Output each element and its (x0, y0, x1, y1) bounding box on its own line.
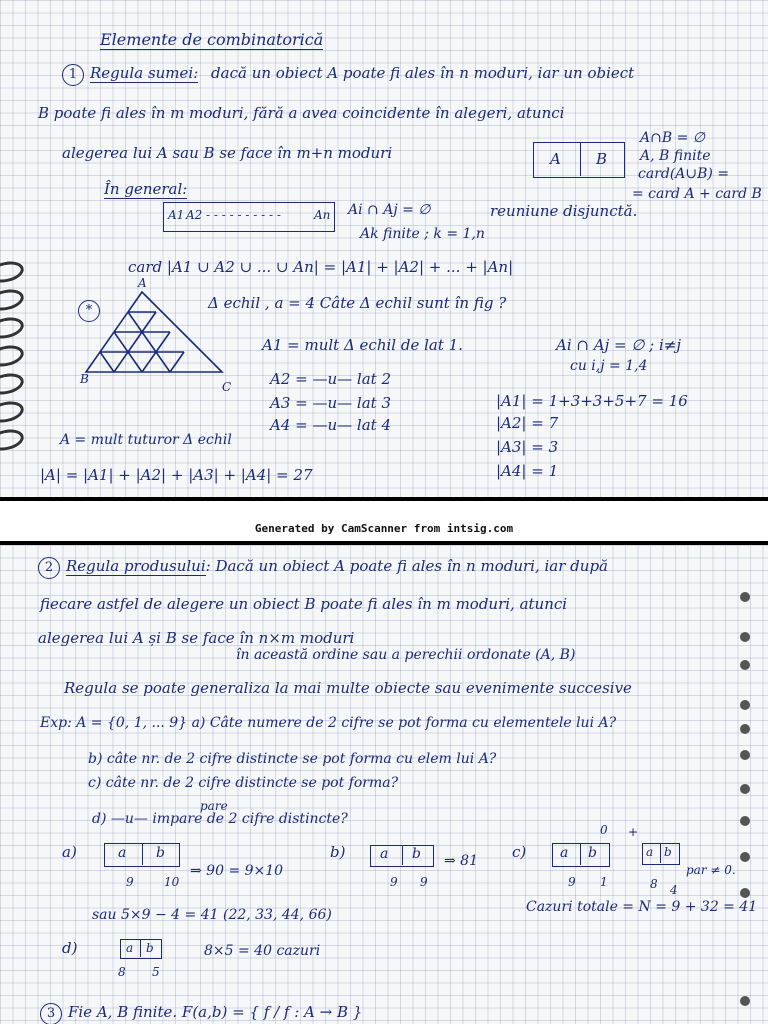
a1-count: |A1| = 1+3+3+5+7 = 16 (496, 392, 688, 410)
triangle-label-c: C (222, 380, 232, 394)
rule1-text1: dacă un obiect A poate fi ales în n moduri, iar un obiect (211, 64, 635, 82)
solution-d-under2: 5 (152, 965, 160, 979)
solution-d-divider (140, 939, 141, 957)
rule1-line1 (62, 64, 634, 86)
rule2-line3: alegerea lui A și B se face în n×m moduri (38, 629, 355, 647)
general-dots: - - - - - - - - - - (206, 208, 281, 222)
rule1-line3: alegerea lui A sau B se face în m+n moduri (62, 144, 393, 162)
general-cell-1: A1 (168, 208, 185, 222)
solution-b-under2: 9 (420, 875, 428, 889)
solution-b-label: b) (330, 843, 346, 861)
solution-a-divider (142, 843, 143, 865)
card-formula: card |A1 ∪ A2 ∪ ... ∪ An| = |A1| + |A2| + ... + |An| (128, 258, 514, 276)
rule2-line2: fiecare astfel de alegere un obiect B poate fi ales în m moduri, atunci (40, 595, 568, 613)
a3-definition: A3 = —u— lat 3 (270, 394, 391, 412)
rule2-name: Regula produsului (66, 557, 206, 575)
solution-d-label: d) (62, 939, 78, 957)
rule2-line1 (38, 557, 608, 579)
solution-a-label: a) (62, 843, 77, 861)
rule3-number: 3 (40, 1003, 62, 1024)
solution-c2-box1: a (646, 845, 654, 859)
rule2-line4: Regula se poate generaliza la mai multe obiecte sau evenimente succesive (64, 679, 632, 697)
rule2-text1: : Dacă un obiect A poate fi ales în n moduri, iar după (205, 557, 608, 575)
set-box-b: B (596, 150, 608, 168)
solution-c-divider (580, 843, 581, 865)
set-box-a: A (550, 150, 561, 168)
solution-b-box2: b (412, 846, 421, 862)
notebook-page-2 (0, 545, 768, 1024)
solution-b-divider (402, 845, 403, 865)
solution-d-box2: b (146, 941, 154, 955)
page-title: Elemente de combinatorică (100, 30, 324, 49)
solution-d-result: 8×5 = 40 cazuri (204, 943, 321, 959)
set-note-intersection: A∩B = ∅ (640, 130, 705, 146)
set-note-sum: = card A + card B (632, 186, 762, 202)
disjoint-note: reuniune disjunctă. (490, 202, 638, 220)
general-cell-2: A2 (186, 208, 203, 222)
solution-c-box1: a (560, 845, 569, 861)
a4-count: |A4| = 1 (496, 462, 559, 480)
solution-d-under1: 8 (118, 965, 126, 979)
index-condition: cu i,j = 1,4 (570, 358, 648, 374)
total-sum: |A| = |A1| + |A2| + |A3| + |A4| = 27 (40, 466, 313, 484)
example-d: d) —u— impare de 2 cifre distincte? (92, 811, 348, 827)
solution-c-under2: 1 (600, 875, 608, 889)
notebook-page-1 (0, 0, 768, 500)
solution-c2-under2: 4 (670, 883, 678, 897)
rule1-name: Regula sumei: (90, 64, 199, 82)
solution-c-under1: 9 (568, 875, 576, 889)
scan-footer: Generated by CamScanner from intsig.com (254, 522, 514, 535)
star-label: * (78, 300, 106, 322)
question: Δ echil , a = 4 Câte Δ echil sunt în fig ? (208, 294, 507, 312)
solution-a-under2: 10 (164, 875, 180, 889)
rule2-line3b: în această ordine sau a perechii ordonate (A, B) (236, 647, 576, 663)
solution-c2-top: + (628, 825, 639, 839)
a3-count: |A3| = 3 (496, 438, 559, 456)
solution-b-under1: 9 (390, 875, 398, 889)
solution-c-box2: b (588, 845, 597, 861)
intersection-condition: Ai ∩ Aj = ∅ ; i≠j (556, 336, 681, 354)
a2-count: |A2| = 7 (496, 414, 559, 432)
solution-c2-under1: 8 (650, 877, 658, 891)
total-cases: Cazuri totale = N = 9 + 32 = 41 (526, 899, 758, 915)
solution-c2-box2: b (664, 845, 672, 859)
triangle-label-b: B (80, 372, 89, 386)
page-separator (0, 497, 768, 501)
example-line: Exp: A = {0, 1, ... 9} a) Câte numere de 2 cifre se pot forma cu elementele lui A? (40, 715, 617, 731)
rule1-number: 1 (62, 64, 84, 86)
example-d-tag: pare (200, 799, 228, 813)
set-box (533, 142, 625, 178)
solution-c-label: c) (512, 843, 527, 861)
set-note-card: card(A∪B) = (638, 166, 730, 182)
rule3-text: Fie A, B finite. F(a,b) = { f / f : A → B } (68, 1003, 363, 1021)
example-b: b) câte nr. de 2 cifre distincte se pot forma cu elem lui A? (88, 751, 497, 767)
rule3-line (40, 1003, 362, 1024)
a2-definition: A2 = —u— lat 2 (270, 370, 391, 388)
set-box-divider (580, 142, 581, 176)
a-definition: A = mult tuturor Δ echil (60, 432, 232, 448)
solution-c2-note: par ≠ 0. (686, 863, 736, 877)
solution-c-top: 0 (600, 823, 608, 837)
solution-c2-divider (660, 843, 661, 863)
sau-line: sau 5×9 − 4 = 41 (22, 33, 44, 66) (92, 907, 332, 923)
a4-definition: A4 = —u— lat 4 (270, 416, 391, 434)
general-cell-n: An (314, 208, 331, 222)
general-cond-finite: Ak finite ; k = 1,n (360, 226, 485, 242)
solution-b-box1: a (380, 846, 389, 862)
set-note-finite: A, B finite (640, 148, 711, 164)
a1-definition: A1 = mult Δ echil de lat 1. (262, 336, 463, 354)
solution-d-box1: a (126, 941, 134, 955)
solution-b-result: ⇒ 81 (444, 853, 478, 869)
general-cond-intersection: Ai ∩ Aj = ∅ (348, 202, 431, 218)
rule2-number: 2 (38, 557, 60, 579)
rule1-line2: B poate fi ales în m moduri, fără a avea coincidente în alegeri, atunci (38, 104, 565, 122)
solution-a-result: ⇒ 90 = 9×10 (190, 863, 284, 879)
triangle-label-a: A (138, 276, 147, 290)
solution-a-box1: a (118, 845, 127, 861)
example-c: c) câte nr. de 2 cifre distincte se pot forma? (88, 775, 399, 791)
solution-a-under1: 9 (126, 875, 134, 889)
general-label: În general: (104, 180, 188, 198)
solution-a-box2: b (156, 845, 165, 861)
